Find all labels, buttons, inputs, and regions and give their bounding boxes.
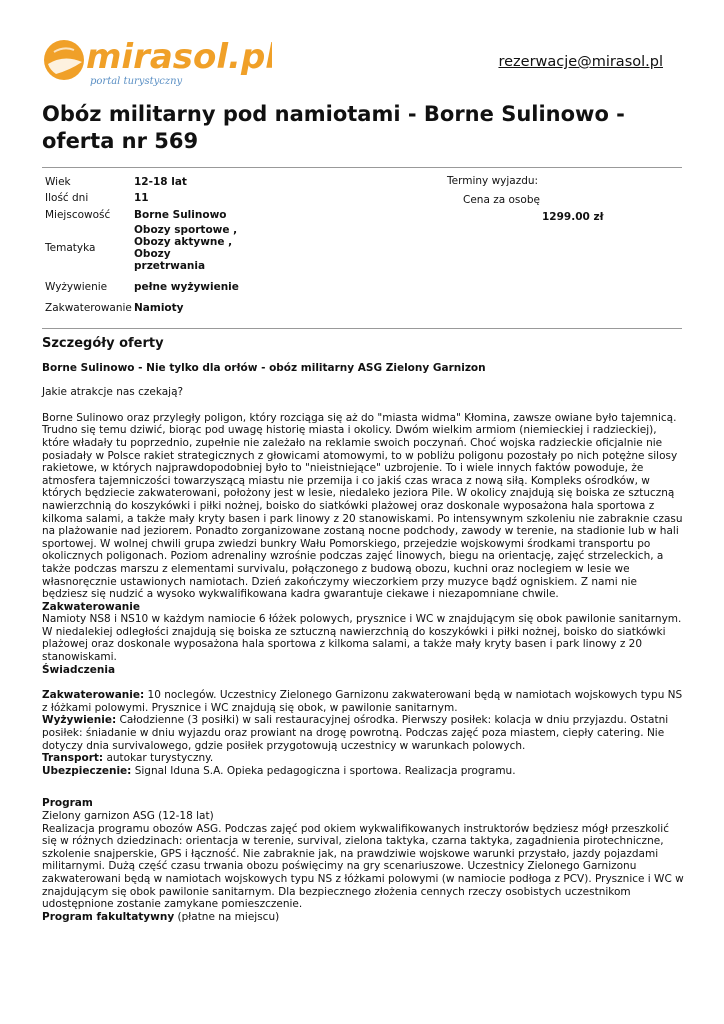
divider-top [42, 167, 682, 168]
info-label: Miejscowość [45, 208, 111, 221]
divider-bottom [42, 328, 682, 329]
price-value: 1299.00 zł [542, 211, 604, 223]
offer-info-table [45, 174, 244, 316]
optional-program [42, 911, 684, 924]
info-label: Ilość dni [45, 192, 89, 204]
benefit-text: 10 noclegów. Uczestnicy Zielonego Garnizonu zakwaterowani będą w namiotach wojskowych typu NS z łóżkami polowymi. Prysznice i WC znajdują się obok, w pawilonie sanitarnym. [42, 689, 683, 714]
benefit-item [42, 765, 684, 778]
optional-heading: Program fakultatywny [42, 910, 175, 923]
benefit-text: autokar turystyczny. [103, 752, 214, 765]
details-intro: Borne Sulinowo oraz przyległy poligon, który rozciąga się aż do "miasta widma" Kłomina, zawsze owiane było tajemnicą. Trudno się temu dziwić, biorąc pod uwagę historię miasta i okolicy. Dwóm wielkim armiom (niemieckiej i radzieckiej), które władały tu poprzednio, zupełnie nie zależało na reklamie swoich poczynań. Choć wojska radzieckie oficjalnie nie posiadały w Polsce rakiet strategicznych z głowicami atomowymi, to w pobliżu poligonu pozostały po nich potężne silosy rakietowe, w których najprawdopodobniej było to "nieistniejące" uzbrojenie. To i wiele innych faktów powoduje, że atmosfera tajemniczości towarzyszącą miastu nie przemija i co jakiś czas wraca z nową siłą. Kompleks ośrodków, w których będziecie zakwaterowani, położony jest w lesie, niedaleko jeziora Pile. W okolicy znajdują się boiska ze sztuczną nawierzchnią do koszykówki i piłki nożnej, boisko do siatkówki plażowej oraz doskonale wyposażona hala sportowa z kilkoma salami, a także mały kryty basen i park linowy z 20 stanowiskami. Po intensywnym szkoleniu nie zabraknie czasu na plażowanie nad jeziorem. Ponadto zorganizowane zostaną nocne podchody, zawody w terenie, na stadionie lub w hali sportowej. W wolnej chwili grupa zwiedzi bunkry Wału Pomorskiego, przejedzie wojskowymi środkami transportu po okolicznych poligonach. Poziom adrenaliny wzrośnie podczas zajęć linowych, biegu na orientację, zajęć strzeleckich, a także podczas marszu z elementami survivalu, połączonego z budową obozu, kuchni oraz noclegiem w lesie we własnoręcznie ustawionych namiotach. Dzień zakończymy wieczorkiem przy muzyce bądź ogniskiem. Z nami nie będziesz się nudzić a wysoko wykwalifikowana kadra gwarantuje ciekawe i niezapomniane chwile. [42, 411, 683, 601]
info-label: Tematyka [45, 242, 96, 254]
terms-label: Terminy wyjazdu: [447, 175, 539, 187]
benefit-item [42, 752, 684, 765]
logo[interactable] [42, 34, 272, 92]
info-value: 11 [134, 192, 149, 204]
info-value: 12-18 lat [134, 176, 187, 188]
details-heading: Szczegóły oferty [42, 336, 164, 351]
info-value: pełne wyżywienie [134, 280, 239, 293]
price-label: Cena za osobę [463, 194, 540, 206]
benefits-list [42, 689, 684, 777]
offer-details [42, 338, 684, 923]
benefit-label: Transport: [42, 752, 104, 765]
info-row-age [45, 174, 244, 190]
benefit-label: Wyżywienie: [42, 714, 117, 727]
program-text: Realizacja programu obozów ASG. Podczas zajęć pod okiem wykwalifikowanych instruktorów będziesz mógł przeszkolić się w różnych dziedzinach: orientacja w terenie, survival, zielona taktyka, czarna taktyka, zagadnienia pirotechniczne, szkolenie snajperskie, GPS i łączność. Nie zabraknie jak, na prawdziwie wojskowe warunki przystało, jazdy pojazdami militarnymi. Dużą część czasu trwania obozu poświęcimy na gry scenariuszowe. Uczestnicy Zielonego Garnizonu zakwaterowani będą w namiotach wojskowych typu NS z łóżkami polowymi (w namiocie podłoga z PCV). Prysznice i WC w znajdującym się obok pawilonie sanitarnym. Dla bezpiecznego złożenia cennych rzeczy osobistych uczestnikom udostępnione zostanie zamykane pomieszczenie. [42, 822, 684, 911]
details-subtitle: Borne Sulinowo - Nie tylko dla orłów - obóz militarny ASG Zielony Garnizon [42, 361, 486, 374]
email-link[interactable]: rezerwacje@mirasol.pl [498, 54, 663, 70]
info-row-location [45, 206, 244, 223]
benefit-text: Całodzienne (3 posiłki) w sali restauracyjnej ośrodka. Pierwszy posiłek: kolacja w dniu przyjazdu. Ostatni posiłek: śniadanie w dniu wyjazdu oraz prowiant na drogę powrotną. Podczas zajęć poza miastem, ciepły catering. Nie dotyczy dnia survivalowego, gdzie posiłek przygotowują uczestnicy w warunkach polowych. [42, 714, 669, 752]
benefit-label: Zakwaterowanie: [42, 689, 145, 702]
page-title: Obóz militarny pod namiotami - Borne Sulinowo - oferta nr 569 [42, 102, 625, 153]
info-label: Wyżywienie [45, 280, 108, 293]
benefit-item [42, 714, 684, 752]
logo-sun-icon [42, 34, 272, 92]
accommodation-heading: Zakwaterowanie [42, 600, 140, 613]
logo-subtitle: portal turystyczny [90, 76, 183, 87]
accommodation-text: Namioty NS8 i NS10 w każdym namiocie 6 łóżek polowych, prysznice i WC w znajdującym się obok pawilonie sanitarnym. W niedalekiej odległości znajdują się boiska ze sztuczną nawierzchnią do koszykówki i piłki nożnej, boisko do siatkówki plażowej oraz doskonale wyposażona hala sportowa z kilkoma salami, a także mały kryty basen i park linowy z 20 stanowiskami. [42, 613, 682, 664]
optional-note: (płatne na miejscu) [174, 910, 280, 923]
info-row-accommodation [45, 300, 244, 316]
info-label: Zakwaterowanie [45, 302, 132, 314]
benefit-label: Ubezpieczenie: [42, 764, 132, 777]
info-value: Borne Sulinowo [134, 208, 227, 221]
info-row-days [45, 190, 244, 206]
benefit-item [42, 689, 684, 714]
benefits-heading: Świadczenia [42, 663, 116, 676]
info-label: Wiek [45, 176, 71, 188]
logo-brand: mirasol.pl [86, 37, 272, 77]
info-value: Obozy sportowe , Obozy aktywne , Obozy przetrwania [134, 224, 238, 272]
info-row-theme [45, 223, 244, 273]
benefit-text: Signal Iduna S.A. Opieka pedagogiczna i sportowa. Realizacja programu. [131, 764, 516, 777]
info-value: Namioty [134, 302, 184, 314]
details-question: Jakie atrakcje nas czekają? [42, 386, 184, 399]
info-row-meals [45, 273, 244, 300]
program-subtitle: Zielony garnizon ASG (12-18 lat) [42, 810, 214, 822]
program-heading: Program [42, 797, 93, 810]
